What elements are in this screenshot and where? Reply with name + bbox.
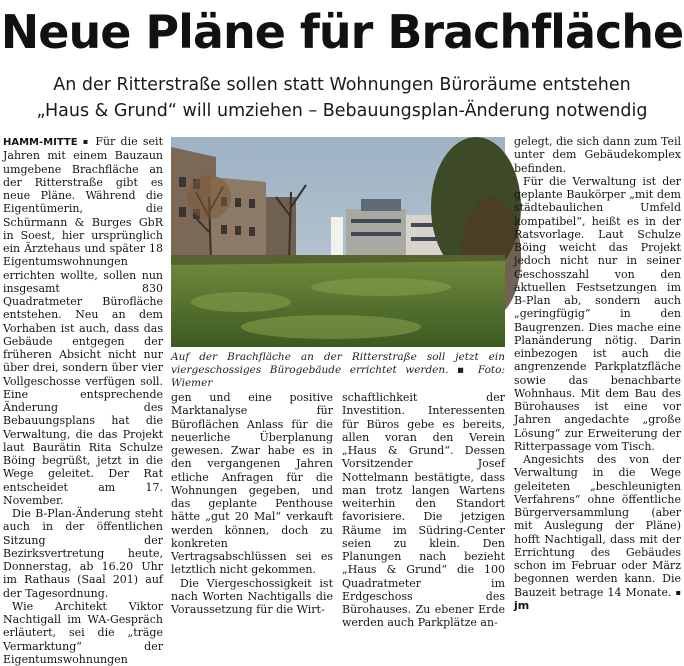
headline: Neue Pläne für Brachfläche bbox=[0, 5, 684, 59]
article-photo bbox=[171, 137, 505, 347]
paragraph: gelegt, die sich dann zum Teil unter dem Gebäudekomplex befinden. bbox=[514, 135, 681, 175]
article-column-4 bbox=[514, 135, 681, 612]
article-column-2 bbox=[171, 391, 333, 616]
paragraph: gen und eine positive Marktanalyse für Büroflächen Anlass für die neuerliche Überplanung gewesen. Zwar habe es in den vergangenen Jahren etliche Anfragen für die Wohnungen gegeben, und das geplante Penthouse hätte „gut 20 Mal“ verkauft werden können, doch zu konkreten Vertragsabschlüssen sei es letztlich nicht gekommen. bbox=[171, 391, 333, 577]
subheadline-1: An der Ritterstraße sollen statt Wohnungen Büroräume entstehen bbox=[53, 75, 631, 95]
paragraph-text: Angesichts des von der Verwaltung in die Wege geleiteten „beschleunigten Verfahrens“ ohne öffentliche Bürgerversammlung (aber mit Auslegung der Pläne) hofft Nachtigall, dass mit der Errichtung des Gebäudes schon im Februar oder März begonnen werden kann. Die Bauzeit betrage 14 Monate. bbox=[514, 453, 681, 599]
paragraph: schaftlichkeit der Investition. Interessenten für Büros gebe es bereits, allen voran den Verein „Haus & Grund“. Dessen Vorsitzender Josef Nottelmann bestätigte, dass man trotz langen Wartens weiterhin den Standort favorisiere. Die jetzigen Räume im Südring-Center seien zu klein. Den Planungen nach bezieht „Haus & Grund“ die 100 Quadratmeter im Erdgeschoss des Bürohauses. Zu ebener Erde werden auch Parkplätze an- bbox=[342, 391, 505, 630]
paragraph: Wie Architekt Viktor Nachtigall im WA-Gespräch erläutert, sei die „träge Vermarktung“ der Eigentumswohnungen bbox=[3, 599, 163, 666]
paragraph bbox=[3, 135, 163, 507]
paragraph: Die B-Plan-Änderung steht auch in der öffentlichen Sitzung der Bezirksvertretung heute, Donnerstag, ab 16.20 Uhr im Rathaus (Saal 201) auf der Tagesordnung. bbox=[3, 507, 163, 600]
photo-caption: Auf der Brachfläche an der Ritterstraße soll jetzt ein viergeschossiges Bürogebäude errichtet werden. ▪ Foto: Wiemer bbox=[171, 351, 505, 389]
article-column-1 bbox=[3, 135, 163, 666]
paragraph-text: Für die seit Jahren mit einem Bauzaun umgebene Brachfläche an der Ritterstraße gibt es neue Pläne. Während die Eigentümerin, die Schürmann & Burges GbR in Soest, hier ursprünglich ein Ärztehaus und später 18 Eigentumswohnungen errichten wollte, sollen nun insgesamt 830 Quadratmeter Bürofläche entstehen. Neu an dem Vorhaben ist auch, dass das Gebäude entgegen der früheren Absicht nicht nur über drei, sondern über vier Vollgeschosse verfügen soll. Eine entsprechende Änderung des Bebauungsplans hat die Verwaltung, die das Projekt laut Baurätin Rita Schulze Böing begrüßt, jetzt in die Wege geleitet. Der Rat entscheidet am 17. November. bbox=[3, 135, 163, 507]
brownfield-photo-illustration bbox=[171, 137, 505, 347]
subheadline-2: „Haus & Grund“ will umziehen – Bebauungsplan-Änderung notwendig bbox=[36, 101, 648, 121]
dateline: HAMM-MITTE bbox=[3, 137, 78, 148]
author-signature: jm bbox=[514, 598, 530, 612]
bullet-icon: ▪ bbox=[82, 137, 91, 146]
article-column-3 bbox=[342, 391, 505, 630]
paragraph: Für die Verwaltung ist der geplante Baukörper „mit dem städtebaulichen Umfeld kompatibel“, heißt es in der Ratsvorlage. Laut Schulze Böing weicht das Projekt jedoch nicht nur in seiner Geschosszahl von den aktuellen Festsetzungen im B-Plan ab, sondern auch „geringfügig“ in den Baugrenzen. Dies mache eine Planänderung nötig. Darin einbezogen ist auch die angrenzende Parkplatzfläche sowie das benachbarte Wohnhaus. Mit dem Bau des Bürohauses ist eine vor Jahren angedachte „große Lösung“ zur Erweiterung der Ritterpassage vom Tisch. bbox=[514, 174, 681, 453]
paragraph: Die Viergeschossigkeit ist nach Worten Nachtigalls die Voraussetzung für die Wirt- bbox=[171, 576, 333, 616]
paragraph bbox=[514, 453, 681, 612]
bullet-icon: ▪ bbox=[675, 587, 681, 597]
